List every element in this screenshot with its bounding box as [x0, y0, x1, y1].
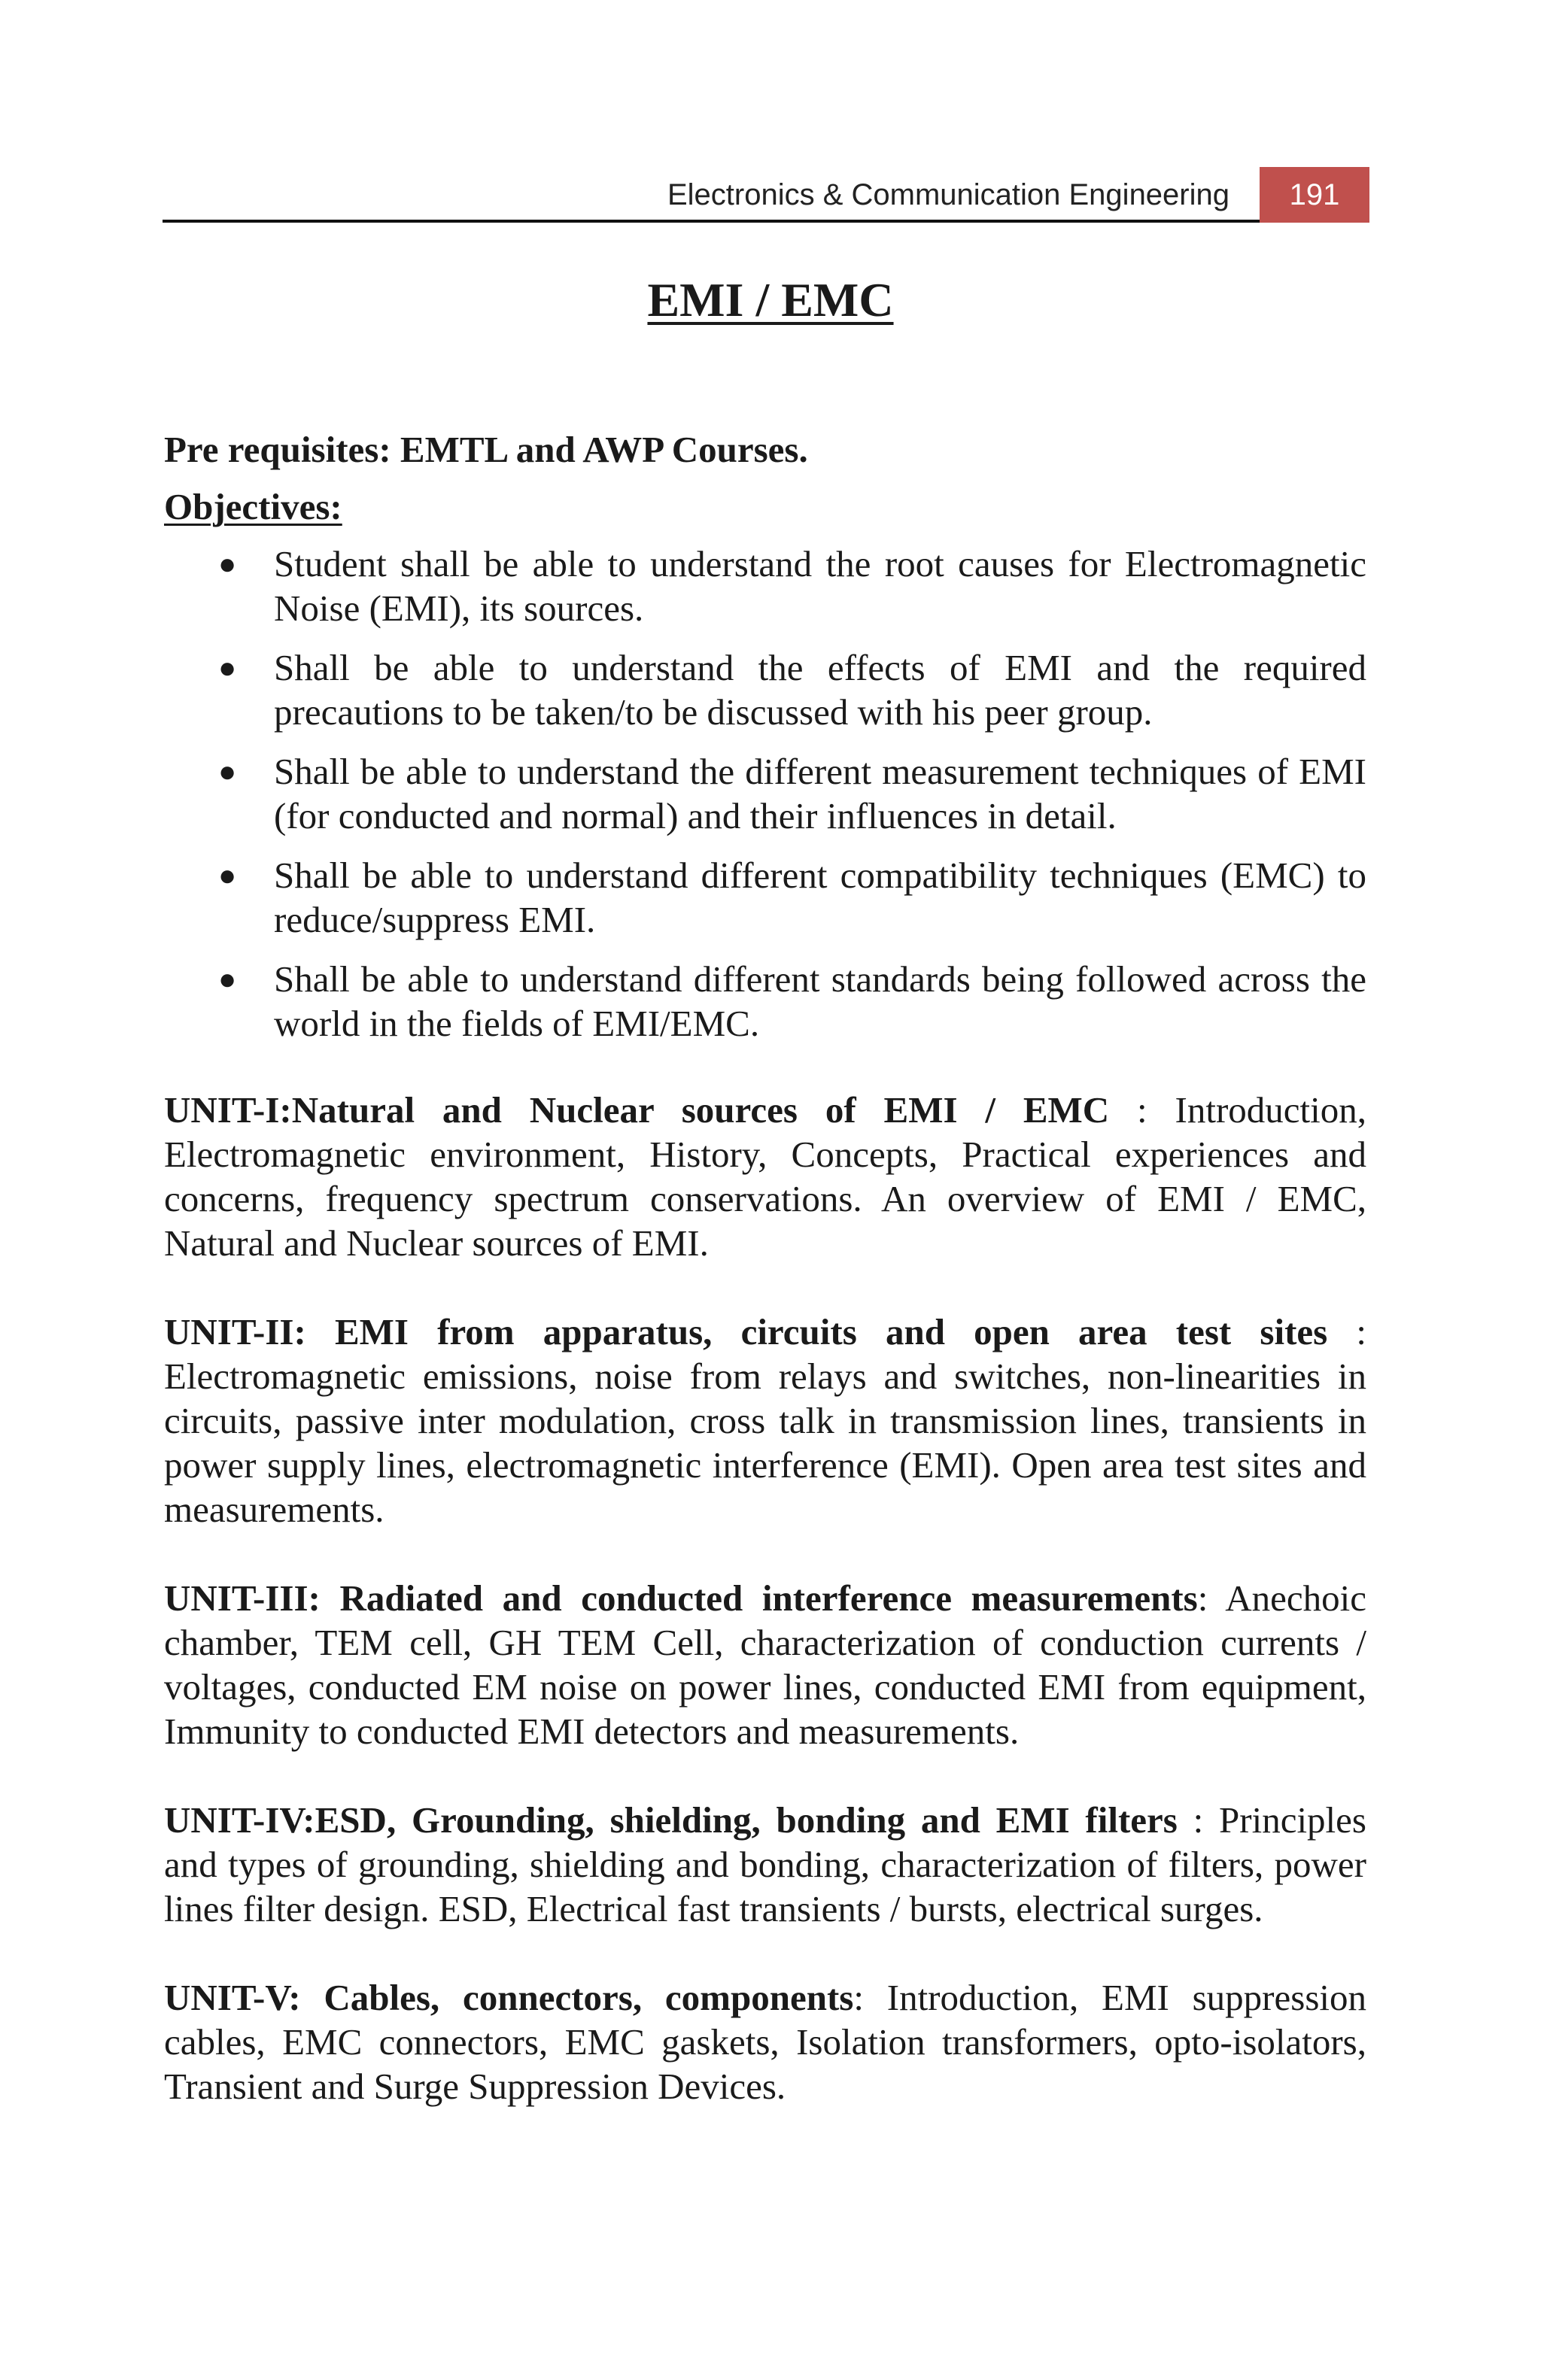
- unit-1: [164, 1088, 1366, 1265]
- bullet-icon: ●: [218, 547, 237, 581]
- unit-body: Introduction, EMI suppression cables, EMC connectors, EMC gaskets, Isolation transformers, opto-isolators, Transient and Surge Suppression Devices.: [164, 1977, 1366, 2107]
- unit-2: [164, 1310, 1366, 1532]
- unit-title: EMI from apparatus, circuits and open area test sites: [334, 1311, 1328, 1352]
- unit-separator: :: [1177, 1799, 1220, 1841]
- unit-title: Cables, connectors, components: [324, 1977, 854, 2018]
- document-body: [164, 427, 1366, 2108]
- objective-text: Student shall be able to understand the root causes for Electromagnetic Noise (EMI), its sources.: [274, 543, 1366, 629]
- document-title: EMI / EMC: [647, 273, 894, 326]
- unit-separator: :: [1327, 1311, 1366, 1352]
- unit-title: ESD, Grounding, shielding, bonding and EMI filters: [315, 1799, 1178, 1841]
- unit-body: Principles and types of grounding, shielding and bonding, characterization of filters, power lines filter design. ESD, Electrical fast transients / bursts, electrical surges.: [164, 1799, 1366, 1929]
- bullet-icon: ●: [218, 651, 237, 685]
- unit-label: UNIT-II:: [164, 1311, 306, 1352]
- objective-item: [164, 645, 1366, 734]
- bullet-icon: ●: [218, 962, 237, 996]
- running-header: [163, 164, 1369, 223]
- objectives-heading: Objectives:: [164, 486, 342, 527]
- unit-body: Introduction, Electromagnetic environment, History, Concepts, Practical experiences and concerns, frequency spectrum conservations. An overview of EMI / EMC, Natural and Nuclear sources of EMI.: [164, 1089, 1366, 1264]
- prerequisites: Pre requisites: EMTL and AWP Courses.: [164, 429, 808, 470]
- unit-separator: :: [1109, 1089, 1175, 1131]
- unit-separator: :: [1197, 1577, 1226, 1619]
- unit-4: [164, 1798, 1366, 1931]
- page-number-badge: 191: [1260, 167, 1369, 223]
- objective-item: [164, 749, 1366, 838]
- unit-body: Anechoic chamber, TEM cell, GH TEM Cell, characterization of conduction currents / voltages, conducted EM noise on power lines, conducted EMI from equipment, Immunity to conducted EMI detectors and measurements.: [164, 1577, 1367, 1752]
- header-title: Electronics & Communication Engineering: [667, 178, 1229, 211]
- unit-title: Natural and Nuclear sources of EMI / EMC: [291, 1089, 1110, 1131]
- objective-item: [164, 957, 1366, 1046]
- unit-label: UNIT-I:: [164, 1089, 292, 1131]
- unit-separator: :: [853, 1977, 887, 2018]
- unit-body: Electromagnetic emissions, noise from relays and switches, non-linearities in circuits, passive inter modulation, cross talk in transmission lines, transients in power supply lines, electromagnetic interference (EMI). Open area test sites and measurements.: [164, 1355, 1366, 1530]
- unit-label: UNIT-III:: [164, 1577, 321, 1619]
- objective-text: Shall be able to understand the effects of EMI and the required precautions to be taken/to be discussed with his peer group.: [274, 647, 1366, 733]
- objective-text: Shall be able to understand different compatibility techniques (EMC) to reduce/suppress EMI.: [274, 855, 1366, 940]
- bullet-icon: ●: [218, 754, 237, 788]
- unit-label: UNIT-V:: [164, 1977, 301, 2018]
- unit-5: [164, 1975, 1366, 2108]
- unit-3: [164, 1576, 1366, 1753]
- objective-item: [164, 542, 1366, 630]
- objective-item: [164, 853, 1366, 942]
- unit-title: Radiated and conducted interference measurements: [339, 1577, 1198, 1619]
- objective-text: Shall be able to understand the different measurement techniques of EMI (for conducted and normal) and their influences in detail.: [274, 751, 1366, 836]
- bullet-icon: ●: [218, 858, 237, 892]
- unit-label: UNIT-IV:: [164, 1799, 315, 1841]
- objective-text: Shall be able to understand different standards being followed across the world in the fields of EMI/EMC.: [274, 958, 1366, 1044]
- objectives-list: [164, 542, 1366, 1046]
